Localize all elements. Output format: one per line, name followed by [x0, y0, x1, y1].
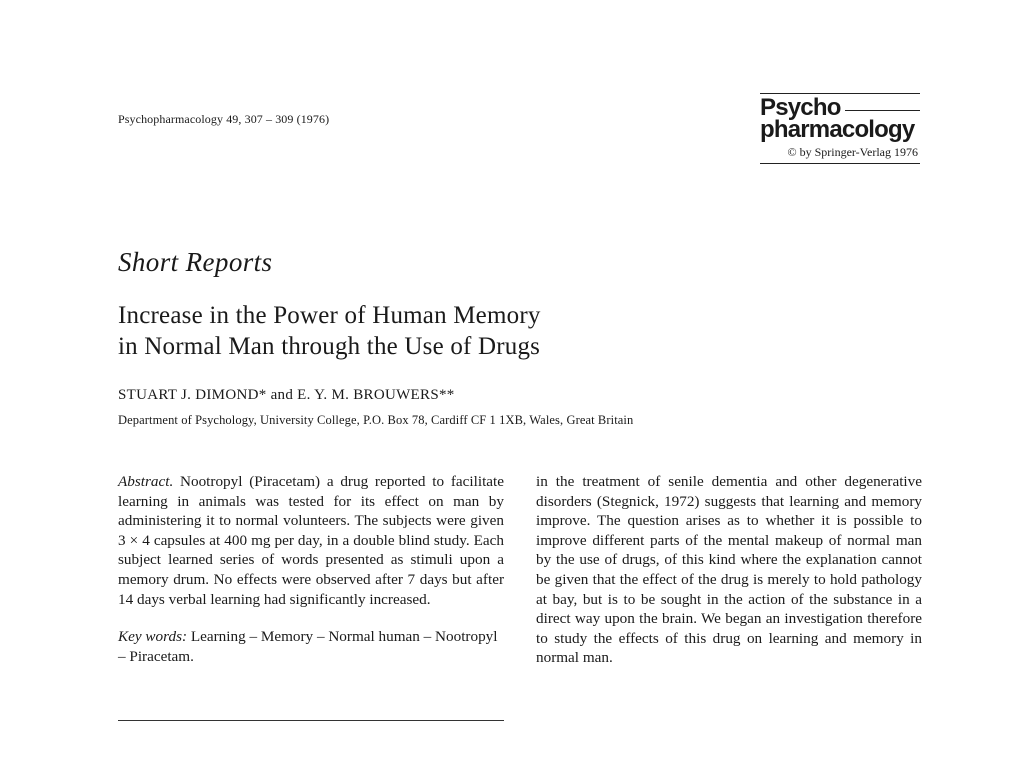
journal-name-line2: pharmacology — [760, 116, 915, 143]
paper-title-line2: in Normal Man through the Use of Drugs — [118, 333, 541, 360]
journal-masthead — [760, 93, 920, 164]
paper-title — [118, 300, 838, 362]
keywords-text: Learning – Memory – Normal human – Nootropyl – Piracetam. — [118, 628, 498, 665]
body-paragraph: in the treatment of senile dementia and other degenerative disorders (Stegnick, 1972) suggests that learning and memory improve. The question arises as to whether it is possible to improve different parts of the mental makeup of normal man by the use of drugs, of this kind where the explanation cannot be given that the effect of the drug is merely to hold pathology at bay, but is to be sought in the action of the substance in a direct way upon the brain. We began an investigation therefore to study the effects of this drug on learning and memory in normal man. — [536, 473, 922, 667]
masthead-bottom-rule — [760, 163, 920, 164]
authors: STUART J. DIMOND* and E. Y. M. BROUWERS** — [118, 387, 455, 403]
keywords-label: Key words: — [118, 628, 188, 646]
abstract-text: Nootropyl (Piracetam) a drug reported to facilitate learning in animals was tested for its effect on man by administering it to normal volunteers. The subjects were given 3 × 4 capsules at 400 mg per day, in a double blind study. Each subject learned series of words presented as stimuli upon a memory drum. No effects were observed after 7 days but after 14 days verbal learning had significantly increased. — [118, 473, 504, 608]
abstract — [118, 472, 504, 609]
journal-name-dash — [845, 110, 920, 111]
journal-logo — [760, 94, 920, 143]
paper-title-line1: Increase in the Power of Human Memory — [118, 302, 541, 329]
keywords — [118, 627, 504, 666]
right-column — [536, 472, 922, 668]
footnote-rule — [118, 720, 504, 721]
section-label: Short Reports — [118, 247, 273, 277]
affiliation: Department of Psychology, University College, P.O. Box 78, Cardiff CF 1 1XB, Wales, Great Britain — [118, 413, 634, 427]
journal-citation: Psychopharmacology 49, 307 – 309 (1976) — [118, 112, 330, 126]
journal-copyright: © by Springer-Verlag 1976 — [787, 145, 918, 159]
abstract-label: Abstract. — [118, 473, 174, 490]
journal-name-line1: Psycho — [760, 94, 841, 121]
left-column — [118, 472, 504, 666]
